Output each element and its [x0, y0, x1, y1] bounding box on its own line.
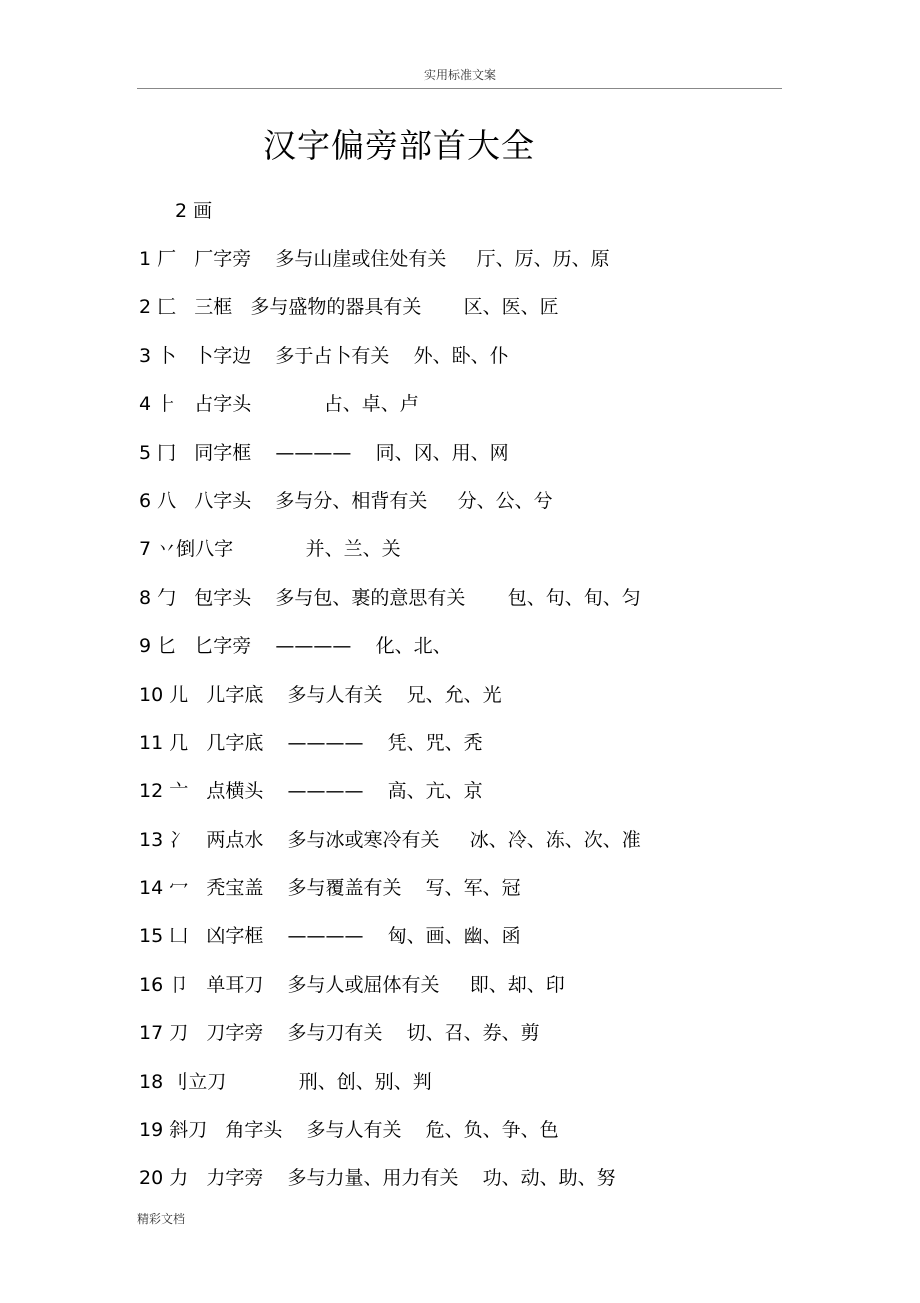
list-item	[139, 728, 641, 776]
item-text: 冫 两点水 多与冰或寒冷有关 冰、冷、冻、次、准	[169, 828, 641, 851]
item-number: 1	[139, 248, 152, 270]
item-text: 斜刀 角字头 多与人有关 危、负、争、色	[169, 1119, 559, 1142]
list-item	[139, 1067, 641, 1115]
item-text: 八 八字头 多与分、相背有关 分、公、兮	[157, 489, 553, 512]
item-text: ⺊ 占字头 占、卓、卢	[157, 393, 419, 416]
item-text: 卩 单耳刀 多与人或屈体有关 即、却、印	[169, 973, 565, 996]
item-text: 冖 秃宝盖 多与覆盖有关 写、军、冠	[169, 877, 521, 900]
item-text: 几 几字底 ———— 凭、咒、秃	[169, 731, 483, 754]
list-item	[139, 873, 641, 921]
item-text: 儿 儿字底 多与人有关 兄、允、光	[169, 683, 502, 706]
list-item	[139, 244, 641, 292]
list-item	[139, 534, 641, 582]
item-text: 亠 点横头 ———— 高、亢、京	[169, 780, 483, 803]
item-number: 12	[139, 780, 164, 803]
item-number: 2	[139, 296, 152, 319]
item-number: 15	[139, 925, 164, 948]
item-number: 8	[139, 586, 152, 609]
list-item	[139, 341, 641, 389]
item-number: 13	[139, 828, 164, 851]
item-text: 卜 卜字边 多于占卜有关 外、卧、仆	[157, 344, 509, 367]
item-number: 17	[139, 1022, 164, 1045]
list-item	[139, 292, 641, 340]
item-text: 刀 刀字旁 多与刀有关 切、召、券、剪	[169, 1022, 540, 1045]
item-number: 11	[139, 731, 164, 754]
item-number: 16	[139, 973, 164, 996]
list-item	[139, 970, 641, 1018]
item-number: 14	[139, 877, 164, 900]
item-number: 19	[139, 1119, 164, 1142]
page-footer: 精彩文档	[137, 1212, 186, 1226]
item-text: 匚 三框 多与盛物的器具有关 区、医、匠	[157, 296, 559, 319]
list-item	[139, 1163, 641, 1211]
item-number: 20	[139, 1167, 164, 1190]
list-item	[139, 1018, 641, 1066]
item-number: 9	[139, 635, 152, 658]
list-item	[139, 438, 641, 486]
radical-list	[139, 244, 641, 1212]
header-divider	[137, 88, 782, 89]
item-number: 6	[139, 489, 152, 512]
list-item	[139, 486, 641, 534]
item-number: 10	[139, 683, 164, 706]
item-text: 丷倒八字 并、兰、关	[157, 538, 401, 561]
item-number: 5	[139, 441, 152, 464]
item-text: 匕 匕字旁 ———— 化、北、	[157, 635, 452, 658]
list-item	[139, 389, 641, 437]
item-text: 厂 厂字旁 多与山崖或住处有关 厅、厉、历、原	[157, 248, 610, 270]
list-item	[139, 921, 641, 969]
page-header: 实用标准文案	[423, 68, 496, 82]
page-title: 汉字偏旁部首大全	[263, 126, 535, 165]
item-text: 勹 包字头 多与包、裹的意思有关 包、句、旬、匀	[157, 586, 641, 609]
list-item	[139, 776, 641, 824]
item-number: 7	[139, 538, 152, 561]
item-number: 4	[139, 393, 152, 416]
item-text: 凵 凶字框 ———— 匈、画、幽、函	[169, 925, 521, 948]
item-number: 18	[139, 1070, 164, 1093]
item-text: 刂立刀 刑、创、别、判	[169, 1070, 432, 1093]
item-text: 冂 同字框 ———— 同、冈、用、网	[157, 441, 509, 464]
list-item	[139, 825, 641, 873]
section-heading: 2 画	[175, 200, 213, 222]
item-number: 3	[139, 344, 152, 367]
list-item	[139, 631, 641, 679]
list-item	[139, 680, 641, 728]
list-item	[139, 1115, 641, 1163]
list-item	[139, 583, 641, 631]
item-text: 力 力字旁 多与力量、用力有关 功、动、助、努	[169, 1167, 616, 1190]
